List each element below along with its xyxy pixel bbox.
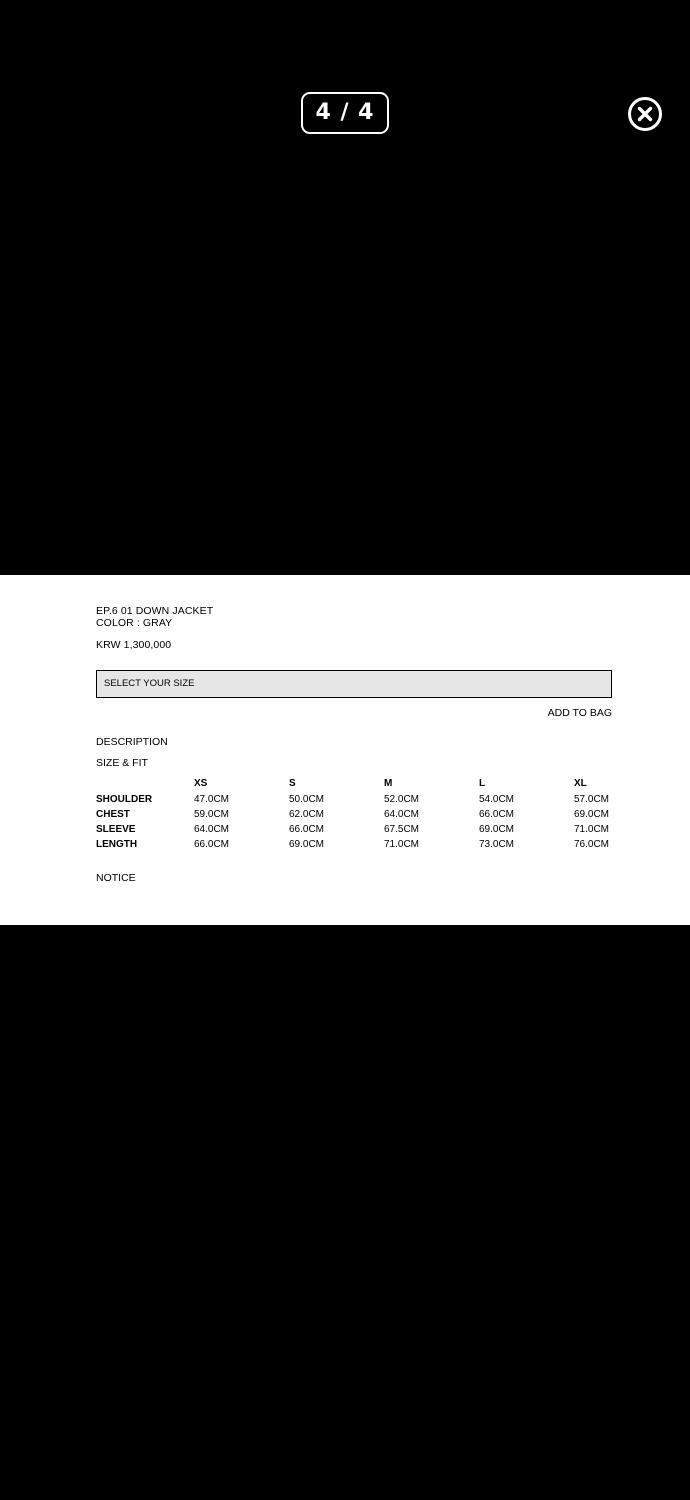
table-cell: 69.0CM (479, 824, 515, 835)
size-fit-label: SIZE & FIT (96, 757, 148, 769)
size-select: SELECT YOUR SIZE (96, 670, 612, 698)
row-label: SHOULDER (96, 794, 153, 805)
table-row (96, 809, 616, 824)
size-header: M (384, 778, 393, 789)
size-header: S (289, 778, 296, 789)
product-detail-image (0, 575, 690, 925)
table-cell: 47.0CM (194, 794, 230, 805)
table-row (96, 794, 616, 809)
table-cell: 66.0CM (479, 809, 515, 820)
row-label: CHEST (96, 809, 130, 820)
table-cell: 71.0CM (574, 824, 610, 835)
table-cell: 64.0CM (384, 809, 420, 820)
table-cell: 54.0CM (479, 794, 515, 805)
table-cell: 73.0CM (479, 839, 515, 850)
table-cell: 66.0CM (289, 824, 325, 835)
add-to-bag-link: ADD TO BAG (547, 707, 612, 719)
table-cell: 62.0CM (289, 809, 325, 820)
table-cell: 59.0CM (194, 809, 230, 820)
size-header: L (479, 778, 486, 789)
table-row (96, 839, 616, 854)
product-color: COLOR : GRAY (96, 617, 173, 629)
notice-label: NOTICE (96, 872, 136, 884)
size-table (96, 778, 616, 854)
table-cell: 66.0CM (194, 839, 230, 850)
size-table-header (96, 778, 616, 794)
table-cell: 67.5CM (384, 824, 420, 835)
table-cell: 71.0CM (384, 839, 420, 850)
product-name: EP.6 01 DOWN JACKET (96, 605, 214, 617)
close-circle-icon (627, 96, 663, 132)
close-button[interactable] (627, 96, 663, 132)
size-header: XS (194, 778, 208, 789)
product-price: KRW 1,300,000 (96, 639, 172, 651)
row-label: LENGTH (96, 839, 138, 850)
table-cell: 76.0CM (574, 839, 610, 850)
table-cell: 64.0CM (194, 824, 230, 835)
table-cell: 69.0CM (289, 839, 325, 850)
table-cell: 57.0CM (574, 794, 610, 805)
description-label: DESCRIPTION (96, 736, 168, 748)
image-counter: 4 / 4 (301, 92, 389, 134)
table-cell: 52.0CM (384, 794, 420, 805)
table-cell: 50.0CM (289, 794, 325, 805)
table-cell: 69.0CM (574, 809, 610, 820)
row-label: SLEEVE (96, 824, 136, 835)
table-row (96, 824, 616, 839)
size-header: XL (574, 778, 587, 789)
